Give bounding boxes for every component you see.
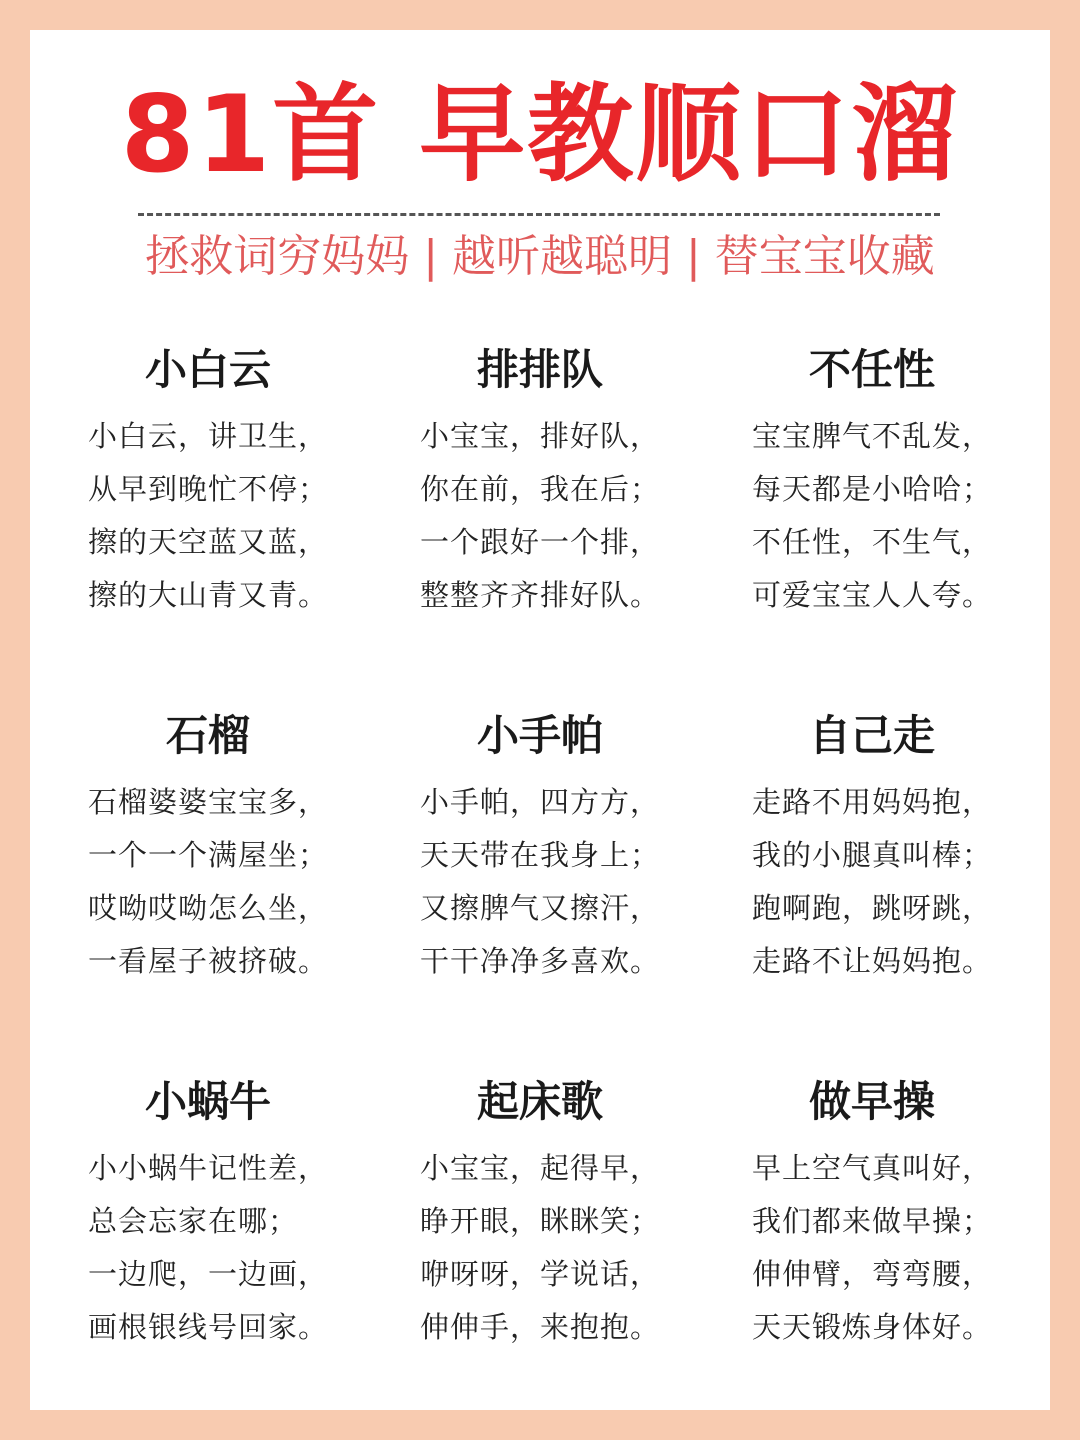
poem-line: 又擦脾气又擦汗， <box>420 891 661 925</box>
poem-line: 我们都来做早操； <box>752 1204 993 1238</box>
poem-line: 擦的大山青又青。 <box>88 578 329 612</box>
poem-title: 做早操 <box>808 1077 935 1126</box>
poem-title: 不任性 <box>808 345 935 394</box>
poem-line: 你在前，我在后； <box>420 472 661 506</box>
poem-title: 小白云 <box>144 345 271 394</box>
poem-title: 起床歌 <box>476 1077 603 1126</box>
poem-title: 小蜗牛 <box>144 1077 271 1126</box>
poem-line: 睁开眼，眯眯笑； <box>420 1204 661 1238</box>
poem-line: 小白云，讲卫生， <box>88 419 329 453</box>
poem-line: 哎呦哎呦怎么坐， <box>88 891 329 925</box>
poem-lines <box>420 1142 660 1354</box>
poem-line: 跑啊跑，跳呀跳， <box>752 891 993 925</box>
poem-line: 小宝宝，排好队， <box>420 419 661 453</box>
poem-line: 走路不用妈妈抱， <box>752 785 993 819</box>
poem-line: 不任性，不生气， <box>752 525 993 559</box>
page-subtitle: 拯救词穷妈妈 | 越听越聪明 | 替宝宝收藏 <box>145 231 935 282</box>
poem-lines <box>752 410 992 622</box>
poem-lines <box>752 776 992 988</box>
poem-title: 小手帕 <box>476 711 603 760</box>
poem-title: 石榴 <box>165 711 250 760</box>
poem-line: 整整齐齐排好队。 <box>420 578 661 612</box>
poem-title: 自己走 <box>808 711 935 760</box>
poem-line: 画根银线号回家。 <box>88 1310 329 1344</box>
poem-line: 早上空气真叫好， <box>752 1151 993 1185</box>
poem-line: 宝宝脾气不乱发， <box>752 419 993 453</box>
poem-line: 一看屋子被挤破。 <box>88 944 329 978</box>
poem-line: 一个跟好一个排， <box>420 525 661 559</box>
poem-line: 天天锻炼身体好。 <box>752 1310 993 1344</box>
poem-line: 石榴婆婆宝宝多， <box>88 785 329 819</box>
poem-line: 咿呀呀，学说话， <box>420 1257 661 1291</box>
poem-line: 小宝宝，起得早， <box>420 1151 661 1185</box>
dashed-divider <box>138 213 940 216</box>
poem-line: 从早到晚忙不停； <box>88 472 329 506</box>
poem-line: 总会忘家在哪； <box>88 1204 299 1238</box>
poem-line: 小手帕，四方方， <box>420 785 661 819</box>
poem-line: 伸伸臂，弯弯腰， <box>752 1257 993 1291</box>
poem-line: 一个一个满屋坐； <box>88 838 329 872</box>
poem-lines <box>420 776 660 988</box>
poem-lines <box>420 410 660 622</box>
poem-line: 一边爬，一边画， <box>88 1257 329 1291</box>
poem-line: 小小蜗牛记性差， <box>88 1151 329 1185</box>
page-title: 81首 早教顺口溜 <box>120 73 960 196</box>
poem-line: 每天都是小哈哈； <box>752 472 993 506</box>
poem-lines <box>752 1142 992 1354</box>
poem-lines <box>88 1142 328 1354</box>
poem-lines <box>88 410 328 622</box>
poem-line: 干干净净多喜欢。 <box>420 944 661 978</box>
poem-line: 天天带在我身上； <box>420 838 661 872</box>
poem-line: 走路不让妈妈抱。 <box>752 944 993 978</box>
poem-line: 擦的天空蓝又蓝， <box>88 525 329 559</box>
poem-line: 我的小腿真叫棒； <box>752 838 993 872</box>
poem-lines <box>88 776 328 988</box>
poem-title: 排排队 <box>476 345 603 394</box>
poem-line: 伸伸手，来抱抱。 <box>420 1310 661 1344</box>
poem-line: 可爱宝宝人人夸。 <box>752 578 993 612</box>
